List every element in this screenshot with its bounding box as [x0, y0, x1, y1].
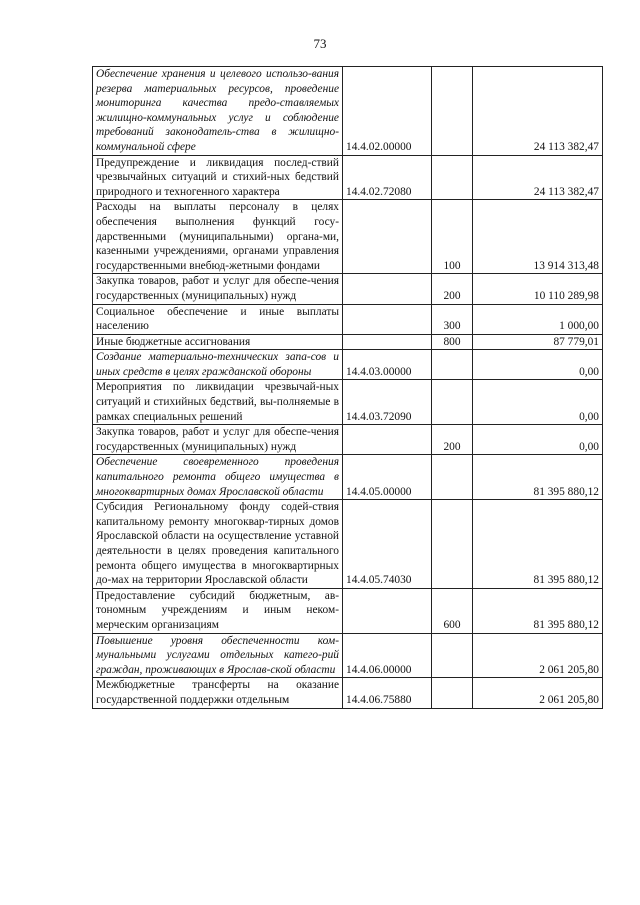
row-expense-type [432, 67, 473, 156]
row-name: Расходы на выплаты персоналу в целях обеспечения выполнения функций госу-дарственными (муниципальными) органа-ми, казенными учреждениями, органами управления государственными внебюд-жетными фондами [93, 200, 343, 274]
row-amount: 0,00 [473, 350, 603, 380]
table-row [93, 274, 603, 304]
row-amount: 87 779,01 [473, 334, 603, 350]
table-row [93, 67, 603, 156]
table-row [93, 350, 603, 380]
row-name: Повышение уровня обеспеченности ком-мунальными услугами отдельных катего-рий граждан, проживающих в Ярослав-ской области [93, 633, 343, 678]
row-code: 14.4.02.72080 [343, 155, 432, 200]
row-expense-type: 800 [432, 334, 473, 350]
row-amount: 24 113 382,47 [473, 155, 603, 200]
row-code: 14.4.03.00000 [343, 350, 432, 380]
table-row [93, 155, 603, 200]
row-code: 14.4.03.72090 [343, 380, 432, 425]
budget-table-body [93, 67, 603, 709]
row-name: Закупка товаров, работ и услуг для обеспе-чения государственных (муниципальных) нужд [93, 274, 343, 304]
row-amount: 10 110 289,98 [473, 274, 603, 304]
page-number: 73 [313, 36, 327, 51]
row-code: 14.4.06.00000 [343, 633, 432, 678]
row-name: Мероприятия по ликвидации чрезвычай-ных ситуаций и стихийных бедствий, вы-полняемые в рамках специальных решений [93, 380, 343, 425]
row-code [343, 200, 432, 274]
table-row [93, 633, 603, 678]
row-amount: 81 395 880,12 [473, 500, 603, 589]
row-expense-type: 100 [432, 200, 473, 274]
row-expense-type: 200 [432, 274, 473, 304]
row-code [343, 588, 432, 633]
row-name: Создание материально-технических запа-сов и иных средств в целях гражданской обороны [93, 350, 343, 380]
row-amount: 0,00 [473, 425, 603, 455]
row-expense-type [432, 350, 473, 380]
row-expense-type [432, 633, 473, 678]
row-expense-type: 300 [432, 304, 473, 334]
row-expense-type [432, 678, 473, 708]
row-code [343, 274, 432, 304]
row-name: Закупка товаров, работ и услуг для обеспе-чения государственных (муниципальных) нужд [93, 425, 343, 455]
row-code [343, 334, 432, 350]
row-code: 14.4.05.00000 [343, 455, 432, 500]
row-name: Иные бюджетные ассигнования [93, 334, 343, 350]
row-expense-type: 200 [432, 425, 473, 455]
row-expense-type [432, 500, 473, 589]
row-amount: 24 113 382,47 [473, 67, 603, 156]
row-amount: 13 914 313,48 [473, 200, 603, 274]
row-name: Предоставление субсидий бюджетным, ав-тономным учреждениям и иным неком-мерческим организациям [93, 588, 343, 633]
table-row [93, 500, 603, 589]
row-code [343, 304, 432, 334]
table-row [93, 425, 603, 455]
row-expense-type: 600 [432, 588, 473, 633]
row-amount: 0,00 [473, 380, 603, 425]
row-name: Предупреждение и ликвидация послед-ствий чрезвычайных ситуаций и стихий-ных бедствий природного и техногенного характера [93, 155, 343, 200]
row-code: 14.4.06.75880 [343, 678, 432, 708]
row-name: Субсидия Региональному фонду содей-ствия капитальному ремонту многоквар-тирных домов Ярославской области на осуществление уставной деятельности в целях проведения капитального ремонта общего имущества в многоквартирных до-мах на территории Ярославской области [93, 500, 343, 589]
row-expense-type [432, 380, 473, 425]
table-row [93, 334, 603, 350]
row-name: Обеспечение своевременного проведения капитального ремонта общего имущества в многоквартирных домах Ярославской области [93, 455, 343, 500]
budget-table [92, 66, 603, 709]
row-name: Социальное обеспечение и иные выплаты населению [93, 304, 343, 334]
table-row [93, 455, 603, 500]
row-amount: 81 395 880,12 [473, 455, 603, 500]
row-amount: 81 395 880,12 [473, 588, 603, 633]
row-code [343, 425, 432, 455]
row-expense-type [432, 155, 473, 200]
row-code: 14.4.05.74030 [343, 500, 432, 589]
table-row [93, 588, 603, 633]
table-row [93, 678, 603, 708]
table-row [93, 380, 603, 425]
row-name: Межбюджетные трансферты на оказание государственной поддержки отдельным [93, 678, 343, 708]
table-row [93, 304, 603, 334]
row-expense-type [432, 455, 473, 500]
row-amount: 2 061 205,80 [473, 633, 603, 678]
table-row [93, 200, 603, 274]
row-name: Обеспечение хранения и целевого использо-вания резерва материальных ресурсов, проведение мониторинга качества предо-ставляемых жилищно-коммунальных услуг и соблюдение требований законодатель-ства в жилищно-коммунальной сфере [93, 67, 343, 156]
row-amount: 1 000,00 [473, 304, 603, 334]
row-amount: 2 061 205,80 [473, 678, 603, 708]
row-code: 14.4.02.00000 [343, 67, 432, 156]
